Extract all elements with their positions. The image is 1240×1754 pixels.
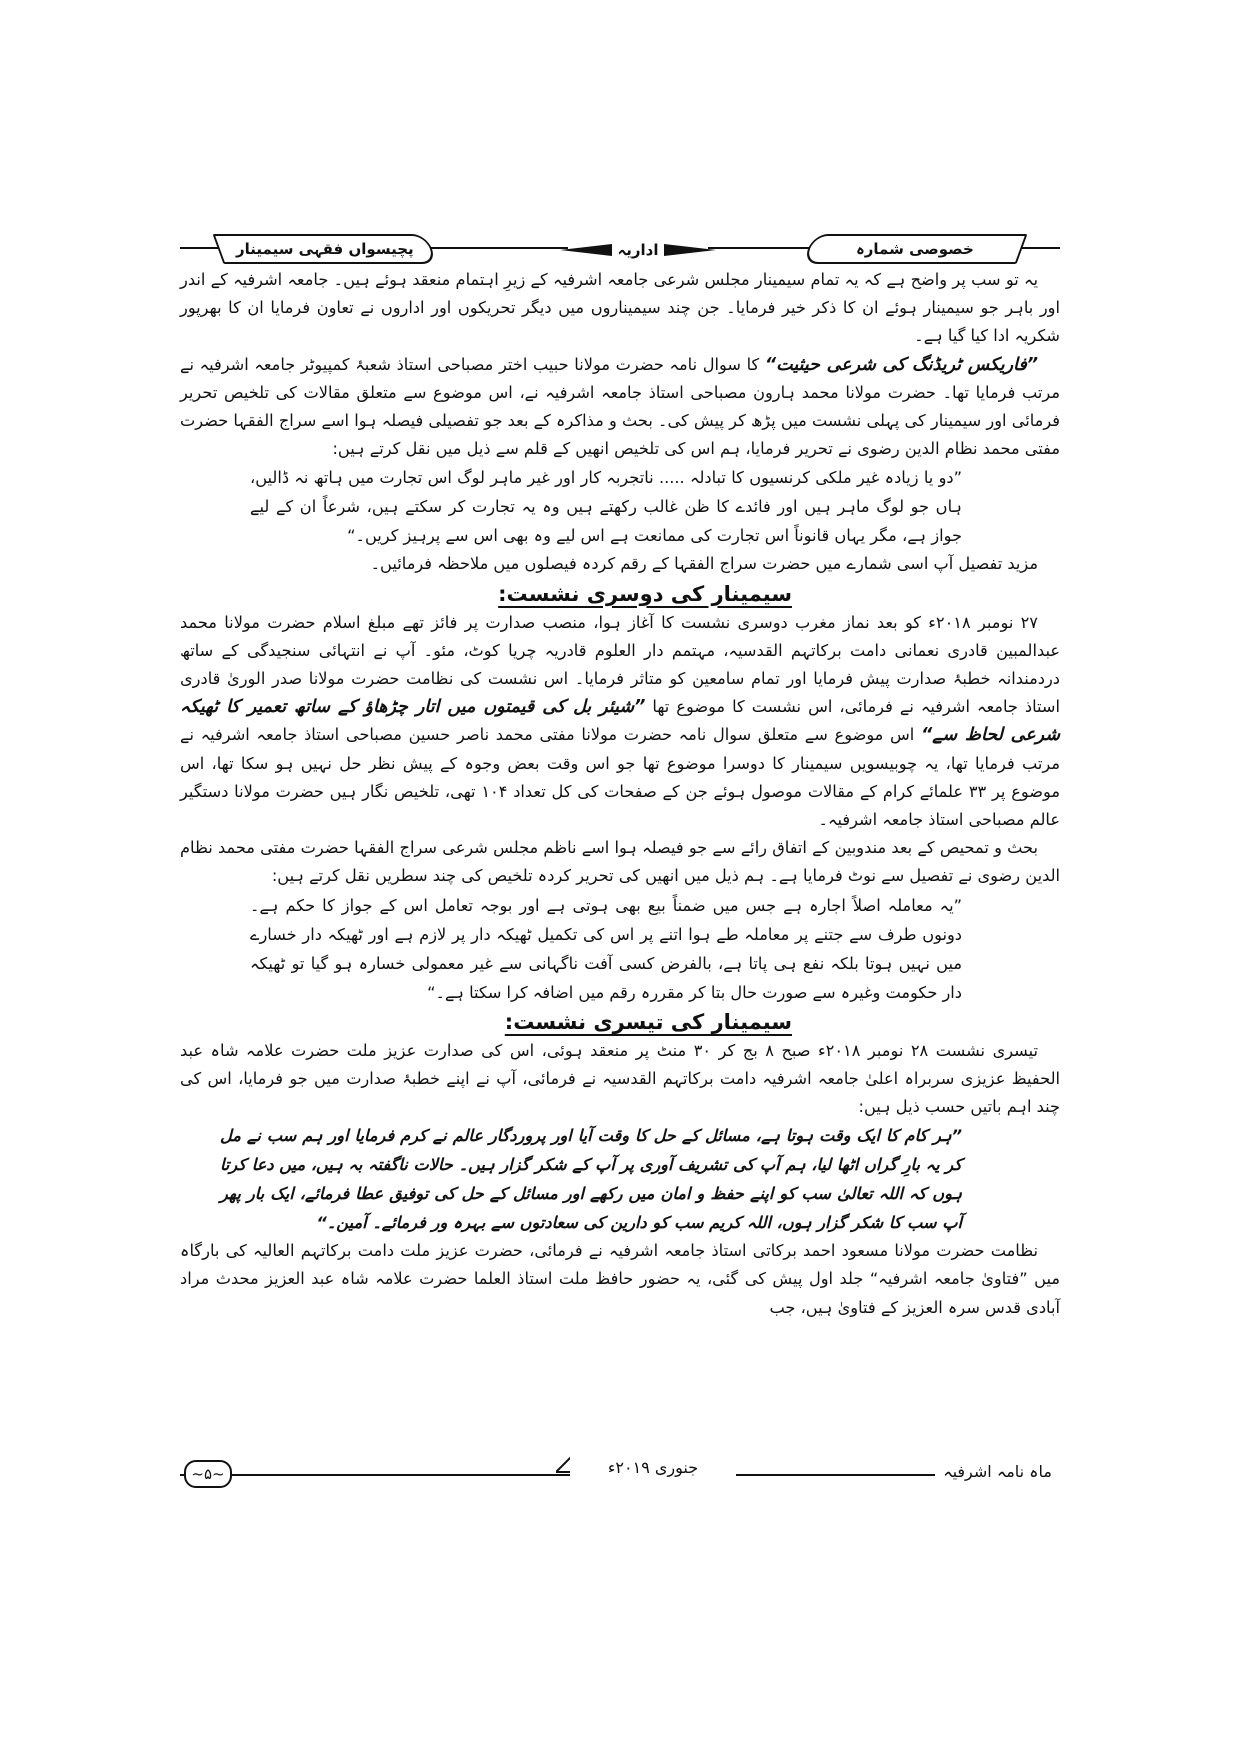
paragraph xyxy=(180,351,1060,464)
emphasized-title: ”فاریکس ٹریڈنگ کی شرعی حیثیت“ xyxy=(764,354,1038,375)
header-section-tag xyxy=(568,240,708,260)
header-issue-label: خصوصی شمارہ xyxy=(856,240,974,258)
header-issue-tag xyxy=(803,234,1028,264)
block-quote: ”دو یا زیادہ غیر ملکی کرنسیوں کا تبادلہ ..... ناتجربہ کار اور غیر ماہر لوگ اس تجارت میں ہاتھ نہ ڈالیں، ہاں جو لوگ ماہر ہیں اور فائدے کا ظن غالب رکھتے ہیں وہ یہ تجارت کر سکتے ہیں، شرعاً ان کے لیے جواز ہے، مگر یہاں قانوناً اس تجارت کی ممانعت ہے اس لیے وہ بھی اس سے پرہیز کریں۔“ xyxy=(250,468,962,546)
section-heading: سیمینار کی تیسری نشست: xyxy=(504,1009,792,1034)
page-number: ~۵~ xyxy=(184,1460,232,1488)
page-header xyxy=(180,232,1060,264)
emphasized-title: ”شیئر بل کی قیمتوں میں اتار چڑھاؤ کے ساتھ تعمیر کا ٹھیکہ شرعی لحاظ سے“ xyxy=(180,697,1060,746)
paragraph: یہ تو سب پر واضح ہے کہ یہ تمام سیمینار مجلس شرعی جامعہ اشرفیہ کے زیرِ اہتمام منعقد ہوئے ہیں۔ جامعہ اشرفیہ کے اندر اور باہر جو سیمینار ہوئے ان کا ذکر خیر فرمایا۔ جن چند سیمیناروں میں دیگر تحریکوں اور اداروں نے تعاون فرمایا ان کا بھرپور شکریہ ادا کیا گیا ہے۔ xyxy=(180,270,1060,346)
header-topic-label: پچیسواں فقہی سیمینار xyxy=(236,240,414,258)
paragraph: مزید تفصیل آپ اسی شمارے میں حضرت سراج الفقہا کے رقم کردہ فیصلوں میں ملاحظہ فرمائیں۔ xyxy=(370,554,1038,574)
header-section-label: اداریہ xyxy=(617,241,659,259)
paragraph: نظامت حضرت مولانا مسعود احمد برکاتی استاذ جامعہ اشرفیہ نے فرمائی، حضرت عزیز ملت دامت برکاتہم العالیہ کی بارگاہ میں ”فتاویٰ جامعہ اشرفیہ“ جلد اول پیش کی گئی، یہ حضور حافظ ملت استاذ العلما حضرت علامہ شاہ عبد العزیز محدث مراد آبادی قدس سرہ العزیز کے فتاویٰ ہیں، جب xyxy=(180,1241,1060,1317)
paragraph: تیسری نشست ۲۸ نومبر ۲۰۱۸ء صبح ۸ بج کر ۳۰ منٹ پر منعقد ہوئی، اس کی صدارت عزیز ملت حضرت علامہ شاہ عبد الحفیظ عزیزی سربراہ اعلیٰ جامعہ اشرفیہ دامت برکاتہم القدسیہ نے فرمائی، آپ نے اپنے خطبۂ صدارت میں جو فرمایا، اس کی چند اہم باتیں حسب ذیل ہیں: xyxy=(180,1040,1060,1117)
paragraph xyxy=(180,609,1060,835)
footer-magazine-name: ماہ نامہ اشرفیہ xyxy=(935,1462,1060,1481)
paragraph-text: ۲۷ نومبر ۲۰۱۸ء کو بعد نماز مغرب دوسری نشست کا آغاز ہوا، منصب صدارت پر فائز تھے مبلغ اسلام حضرت مولانا محمد عبدالمبین قادری نعمانی دامت برکاتہم القدسیہ، مہتمم دار العلوم قادریہ چریا کوٹ، مئو۔ آپ نے انتہائی سنجیدگی کے ساتھ دردمندانہ خطبۂ صدارت پیش فرمایا اور تمام سامعین کو متاثر فرمایا۔ اس نشست کی نظامت حضرت مولانا صدر الوریٰ قادری استاذ جامعہ اشرفیہ نے فرمائی، اس نشست کا موضوع تھا xyxy=(180,612,1060,717)
article-body xyxy=(180,266,1060,1322)
block-quote: ”ہر کام کا ایک وقت ہوتا ہے، مسائل کے حل کا وقت آیا اور پروردگار عالم نے کرم فرمایا اور ہم سب نے مل کر یہ بارِ گراں اٹھا لیا، ہم آپ کی تشریف آوری پر آپ کے شکر گزار ہیں۔ حالات ناگفتہ بہ ہیں، میں دعا کرتا ہوں کہ اللہ تعالیٰ سب کو اپنے حفظ و امان میں رکھے اور مسائل کے حل کی توفیق عطا فرمائے، ایک بار پھر آپ سب کا شکر گزار ہوں، اللہ کریم سب کو دارین کی سعادتوں سے بہرہ ور فرمائے۔ آمین۔“ xyxy=(220,1126,962,1233)
paragraph-text: اس موضوع سے متعلق سوال نامہ حضرت مولانا مفتی محمد ناصر حسین مصباحی استاذ جامعہ اشرفیہ نے مرتب فرمایا تھا، یہ چوبیسویں سیمینار کا دوسرا موضوع تھا جو اس وقت بعض وجوہ کے پیش نظر حل نہیں ہو سکا تھا، اس موضوع پر ۳۳ علمائے کرام کے مقالات موصول ہوئے جن کے صفحات کی کل تعداد ۱۰۴ تھی، تلخیص نگار ہیں حضرت مولانا دستگیر عالم مصباحی استاذ جامعہ اشرفیہ۔ xyxy=(180,725,1060,830)
footer-issue-date: جنوری ۲۰۱۹ء xyxy=(570,1452,736,1482)
paragraph: بحث و تمحیص کے بعد مندوبین کے اتفاق رائے سے جو فیصلہ ہوا اسے ناظم مجلس شرعی سراج الفقہا حضرت مفتی محمد نظام الدین رضوی نے تفصیل سے نوٹ فرمایا ہے۔ ہم ذیل میں انھیں کی تحریر کردہ تلخیص کی چند سطریں نقل کرتے ہیں: xyxy=(180,838,1060,886)
section-heading: سیمینار کی دوسری نشست: xyxy=(498,581,792,606)
block-quote: ”یہ معاملہ اصلاً اجارہ ہے جس میں ضمناً بیع بھی ہوتی ہے اور بوجہ تعامل اس کے جواز کا حکم ہے۔ دونوں طرف سے جتنے پر معاملہ طے ہوا اتنے پر اس کی تکمیل ٹھیکہ دار پر لازم ہے اور ٹھیکہ دار خسارے میں نہیں ہوتا بلکہ نفع ہی پاتا ہے، بالفرض کسی آفت ناگہانی سے غیر معمولی خسارہ ہو گیا تو ٹھیکہ دار حکومت وغیرہ سے صورت حال بتا کر مقررہ رقم میں اضافہ کرا سکتا ہے۔“ xyxy=(250,895,962,1002)
page-footer xyxy=(180,1458,1060,1488)
paragraph-text: کا سوال نامہ حضرت مولانا حبیب اختر مصباحی استاذ شعبۂ کمپیوٹر جامعہ اشرفیہ نے مرتب فرمایا تھا۔ حضرت مولانا محمد ہارون مصباحی استاذ جامعہ اشرفیہ نے، اس موضوع سے متعلق مقالات کی تلخیص تحریر فرمائی اور سیمینار کی پہلی نشست میں پڑھ کر پیش کی۔ بحث و مذاکرہ کے بعد جو تفصیلی فیصلہ ہوا اسے سراج الفقہا حضرت مفتی محمد نظام الدین رضوی نے تحریر فرمایا، ہم اس کی تلخیص انھیں کے قلم سے ذیل میں نقل کرتے ہیں: xyxy=(180,354,1060,459)
header-topic-tag xyxy=(213,234,438,264)
